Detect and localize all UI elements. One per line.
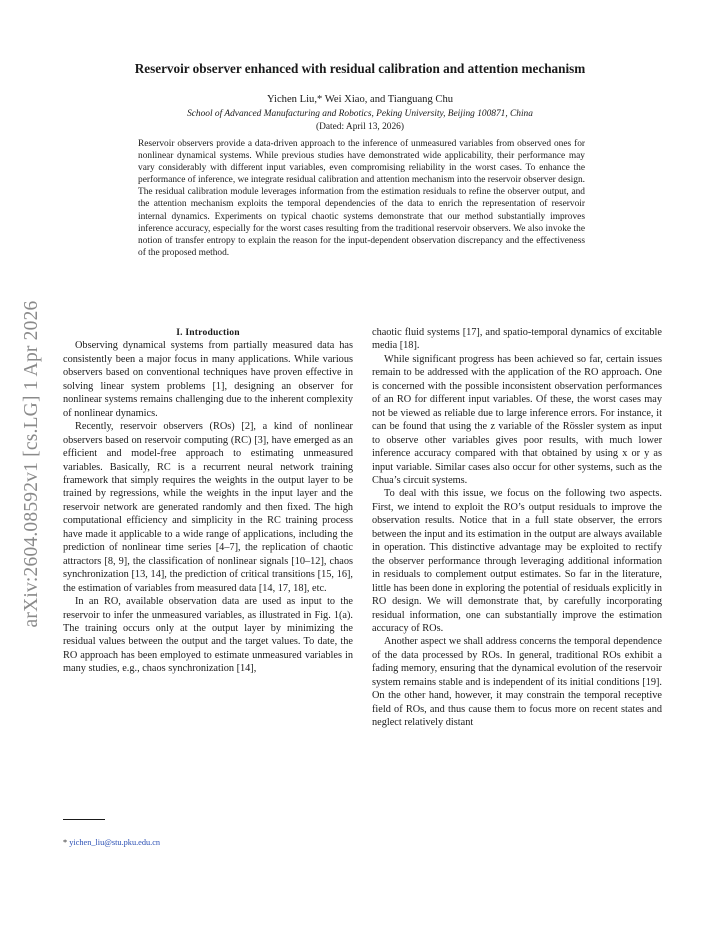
arxiv-sidebar-stamp — [12, 264, 52, 664]
email-link[interactable]: yichen_liu@stu.pku.edu.cn — [69, 838, 161, 847]
footnote-rule — [63, 819, 105, 820]
paper-title: Reservoir observer enhanced with residual calibration and attention mechanism — [134, 61, 586, 76]
paragraph: Another aspect we shall address concerns the temporal dependence of the data processed by ROs. In general, traditional ROs exhibit a fading memory, ensuring that the dynamical evolution of the reservoir system remains stable and is independent of its initial conditions [19]. On the other hand, however, it may constrain the temporal receptive field of ROs, and thus cause them to focus more on recent states and neglect relatively distant — [372, 636, 662, 729]
paragraph: Observing dynamical systems from partially measured data has consistently been a major focus in many applications. While various observers based on conventional techniques have proven effective in solving linear system problems [1], designing an observer for nonlinear systems remains challenging due to the inherent complexity of nonlinear dynamics. — [63, 340, 353, 419]
paragraph: chaotic fluid systems [17], and spatio-temporal dynamics of excitable media [18]. — [372, 327, 662, 352]
left-column — [63, 326, 353, 676]
section-heading-introduction: I. Introduction — [176, 327, 240, 338]
abstract: Reservoir observers provide a data-driven approach to the inference of unmeasured variables from observed ones for nonlinear dynamical systems. While previous studies have demonstrated wide applicability, their performance may vary considerably with different input variables, even compromising reliability in the worst cases. To enhance the performance of inference, we integrate residual calibration and attention mechanism into the reservoir observer design. The residual calibration module leverages information from the estimation residuals to refine the observer output, and the attention mechanism exploits the temporal dependencies of the data to enrich the representation of reservoir internal dynamics. Experiments on typical chaotic systems demonstrate that our method substantially improves inference accuracy, especially for the worst cases resulting from the traditional reservoir observers. We also invoke the notion of transfer entropy to explain the reason for the input-dependent observation discrepancy and the effectiveness of the proposed method. — [138, 139, 585, 258]
right-column — [372, 326, 662, 730]
paragraph: While significant progress has been achieved so far, certain issues remain to be addressed with the application of the RO approach. One is concerned with the possible inconsistent observation performances of an RO for different input variables. Of these, the worst cases may not be viewed as reliable due to large inference errors. For instance, it can be found that using the z variable of the Rössler system as input to observe other variables gives poor results, with much lower inference accuracy compared with that obtained by using x or y as input variable. Similar cases also occur for other systems, such as the Chua’s circuit systems. — [372, 353, 662, 486]
paragraph: In an RO, available observation data are used as input to the reservoir to infer the unmeasured variables, as illustrated in Fig. 1(a). The training occurs only at the output layer by minimizing the residual values between the output and the target values. To date, the RO approach has been employed to estimate unmeasured variables in many studies, e.g., chaos synchronization [14], — [63, 596, 353, 675]
author-list: Yichen Liu,* Wei Xiao, and Tianguang Chu — [266, 94, 454, 105]
affiliation: School of Advanced Manufacturing and Robotics, Peking University, Beijing 100871, China — [187, 109, 533, 119]
footnote — [63, 838, 160, 847]
footnote-marker: * — [63, 838, 68, 847]
date-line: (Dated: April 13, 2026) — [315, 122, 404, 132]
arxiv-identifier: arXiv:2604.08592v1 [cs.LG] 1 Apr 2026 — [21, 300, 42, 628]
paragraph: To deal with this issue, we focus on the following two aspects. First, we intend to exploit the RO’s output residuals to improve the observation results. Notice that in a full state observer, the errors between the input and its estimation in the output are always available in operation. This distinctive advantage may be exploited to rectify the observer performance through leveraging additional information in residuals to complement output estimates. So far in the literature, little has been done in exploring the potential of residuals explicitly in RO design. We will demonstrate that, by carefully incorporating residual information, one can substantially improve the estimation accuracy of ROs. — [372, 488, 662, 634]
paragraph: Recently, reservoir observers (ROs) [2], a kind of nonlinear observers based on reservoir computing (RC) [3], have emerged as an efficient and model-free approach to estimating unmeasured variables. Basically, RC is a recurrent neural network training framework that simply requires the weights in the output layer to be trained by regressions, while the weights in the input layer and the reservoir network are generated randomly and then fixed. The high computational efficiency and simplicity in the RC training process have made it applicable to a wide range of applications, including the prediction of nonlinear time series [4–7], the replication of chaotic attractors [8, 9], the classification of nonlinear signals [10–12], chaos synchronization [13, 14], the prediction of critical transitions [15, 16], the estimation of variables from measured data [14, 17, 18], etc. — [63, 421, 353, 594]
